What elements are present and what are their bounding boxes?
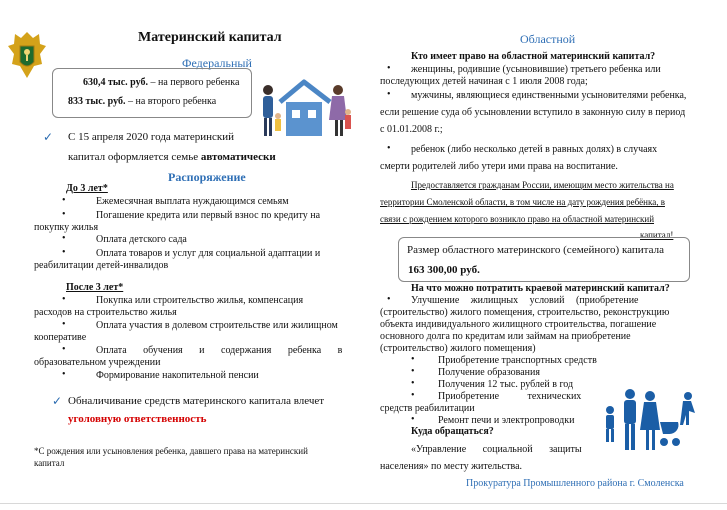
where-line1: «Управление социальной защиты bbox=[411, 444, 582, 455]
bullet-icon: • bbox=[62, 247, 66, 258]
bullet-icon: • bbox=[411, 378, 415, 389]
amount-second-child: 833 тыс. руб. – на второго ребенка bbox=[68, 96, 217, 107]
bullet-icon: • bbox=[62, 344, 66, 355]
list-item: Оплата обучения и содержания ребенка в bbox=[96, 345, 343, 356]
disposal-title: Распоряжение bbox=[168, 170, 246, 184]
warning-line2: уголовную ответственность bbox=[68, 413, 207, 425]
under3-title: До 3 лет* bbox=[66, 183, 108, 194]
after3-title: После 3 лет* bbox=[66, 282, 124, 293]
where-title: Куда обращаться? bbox=[411, 426, 494, 437]
spend-line: Приобретение транспортных средств bbox=[438, 355, 597, 366]
bullet-icon: • bbox=[411, 390, 415, 401]
provided-line: капитал! bbox=[640, 230, 674, 240]
list-item: Оплата товаров и услуг для социальной адаптации и bbox=[96, 248, 321, 259]
list-item: кооперативе bbox=[34, 332, 87, 343]
bullet-icon: • bbox=[387, 63, 391, 74]
bullet-icon: • bbox=[387, 143, 391, 154]
list-item: покупку жилья bbox=[34, 222, 99, 233]
list-item: Оплата детского сада bbox=[96, 234, 187, 245]
family-house-illustration bbox=[252, 72, 354, 142]
list-item: расходов на строительство жилья bbox=[34, 307, 177, 318]
spend-title: На что можно потратить краевой материнский капитал? bbox=[411, 283, 670, 294]
provided-line: Предоставляется гражданам России, имеющим место жительства на bbox=[411, 180, 674, 190]
list-item: реабилитации детей-инвалидов bbox=[34, 260, 169, 271]
bullet-icon: • bbox=[411, 414, 415, 425]
where-line2: населения» по месту жительства. bbox=[380, 461, 523, 472]
list-item: Покупка или строительство жилья, компенсация bbox=[96, 295, 304, 306]
bullet-icon: • bbox=[62, 209, 66, 220]
federal-label: Федеральный bbox=[182, 56, 252, 70]
family-silhouette-illustration bbox=[598, 388, 700, 454]
bullet-icon: • bbox=[62, 369, 66, 380]
list-item: Ежемесячная выплата нуждающимся семьям bbox=[96, 196, 289, 207]
regional-label: Областной bbox=[520, 32, 576, 46]
spend-line: Приобретение технических bbox=[438, 391, 582, 402]
who-title: Кто имеет право на областной материнский капитал? bbox=[411, 51, 656, 62]
regional-size-value: 163 300,00 руб. bbox=[408, 264, 480, 276]
spend-line: Получение образования bbox=[438, 367, 540, 378]
spend-line: объекта индивидуального жилищного строительства, погашение bbox=[380, 319, 657, 330]
who-line: смерти родителей либо утери ими права на воспитание. bbox=[380, 161, 618, 172]
auto-registration-line2: капитал оформляется семье автоматически bbox=[68, 151, 276, 163]
provided-line: территории Смоленской области, в том числе на дату рождения ребёнка, в bbox=[380, 197, 665, 207]
bullet-icon: • bbox=[411, 354, 415, 365]
who-line: с 01.01.2008 г.; bbox=[380, 124, 443, 135]
list-item: Оплата участия в долевом строительстве или жилищном bbox=[96, 320, 338, 331]
provided-line: связи с рождением которого возникло право на областной материнский bbox=[380, 214, 655, 224]
footnote-line2: капитал bbox=[34, 458, 65, 468]
footnote-line1: *С рождения или усыновления ребенка, давшего права на материнский bbox=[34, 446, 308, 456]
who-line: женщины, родившие (усыновившие) третьего ребенка или bbox=[411, 64, 661, 75]
who-line: если решение суда об усыновлении вступило в законную силу в период bbox=[380, 107, 686, 118]
who-line: мужчины, являющиеся единственными усыновителями ребенка, bbox=[411, 90, 687, 101]
spend-line: Получения 12 тыс. рублей в год bbox=[438, 379, 574, 390]
list-item: Формирование накопительной пенсии bbox=[96, 370, 259, 381]
bullet-icon: • bbox=[62, 319, 66, 330]
bullet-icon: • bbox=[387, 89, 391, 100]
spend-line: Ремонт печи и электропроводки bbox=[438, 415, 575, 426]
bottom-divider bbox=[0, 503, 727, 504]
list-item: образовательном учреждении bbox=[34, 357, 161, 368]
spend-line: средств реабилитации bbox=[380, 403, 475, 414]
federal-amounts-box bbox=[52, 68, 252, 118]
checkmark-icon: ✓ bbox=[43, 130, 54, 144]
page-title: Материнский капитал bbox=[138, 30, 282, 45]
spend-line: основного долга по кредитам или займам на приобретение bbox=[380, 331, 631, 342]
prosecutor-emblem bbox=[6, 28, 48, 84]
who-line: ребенок (либо несколько детей в равных долях) в случаях bbox=[411, 144, 658, 155]
bullet-icon: • bbox=[387, 294, 391, 305]
spend-line: (строительство) жилого помещения) bbox=[380, 343, 536, 354]
list-item: Погашение кредита или первый взнос по кредиту на bbox=[96, 210, 321, 221]
bullet-icon: • bbox=[62, 294, 66, 305]
spend-line: (строительство) жилого помещения, строительство, реконструкцию bbox=[380, 307, 670, 318]
spend-line: Улучшение жилищных условий (приобретение bbox=[411, 295, 639, 306]
regional-size-label: Размер областного материнского (семейного) капитала bbox=[407, 244, 664, 256]
bullet-icon: • bbox=[62, 195, 66, 206]
bullet-icon: • bbox=[62, 233, 66, 244]
checkmark-icon: ✓ bbox=[52, 394, 63, 408]
warning-line1: Обналичивание средств материнского капитала влечет bbox=[68, 395, 325, 407]
who-line: последующих детей начиная с 1 июля 2008 года; bbox=[380, 76, 588, 87]
bullet-icon: • bbox=[411, 366, 415, 377]
auto-registration-line1: С 15 апреля 2020 года материнский bbox=[68, 131, 234, 143]
prosecutor-office-name: Прокуратура Промышленного района г. Смоленска bbox=[466, 478, 684, 489]
amount-first-child: 630,4 тыс. руб. – на первого ребенка bbox=[83, 77, 240, 88]
